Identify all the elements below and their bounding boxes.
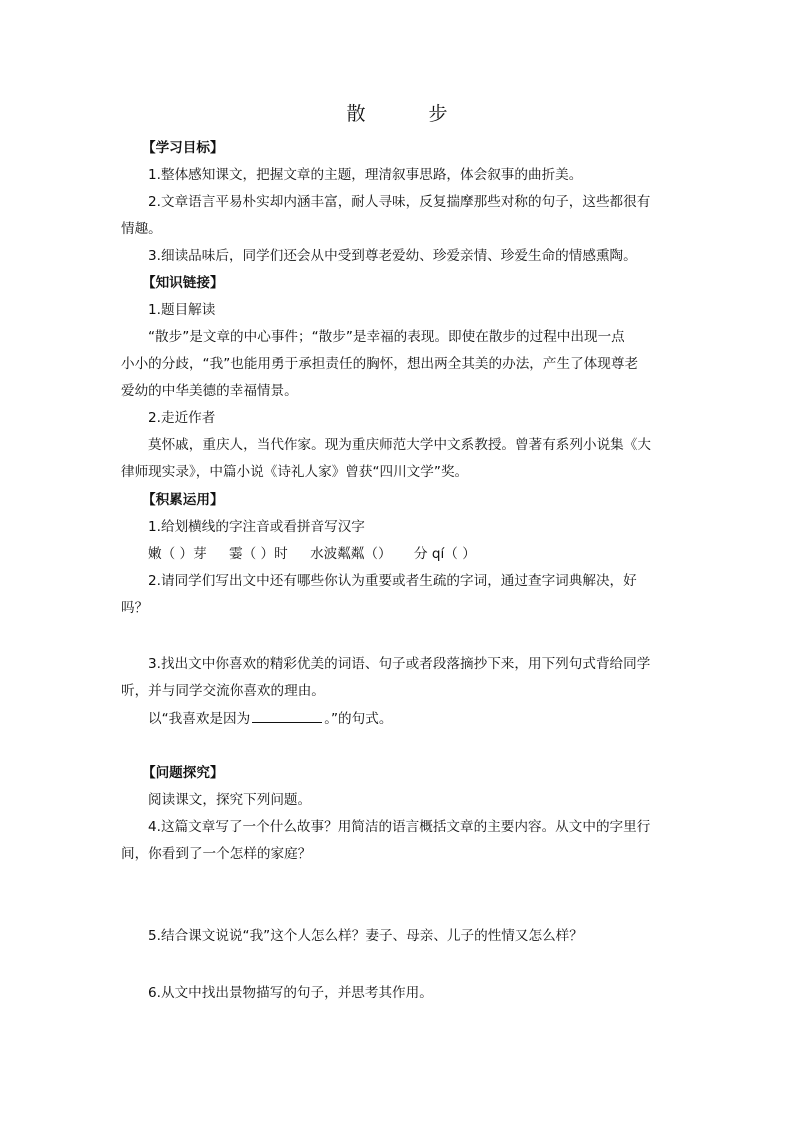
practice-q3-pattern [148, 709, 708, 728]
knowledge-sub-1: 1.题目解读 [148, 302, 216, 318]
practice-q2-line-2: 吗？ [121, 600, 149, 616]
q3-pattern-before: 以“我喜欢是因为 [148, 711, 251, 727]
knowledge-para-1-line-1: “散步”是文章的中心事件；“散步”是幸福的表现。即使在散步的过程中出现一点 [148, 329, 625, 345]
practice-q3-line-1: 3.找出文中你喜欢的精彩优美的词语、句子或者段落摘抄下来，用下列句式背给同学 [148, 656, 651, 672]
page-title: 散 步 [346, 103, 470, 125]
knowledge-para-2-line-1: 莫怀戚，重庆人，当代作家。现为重庆师范大学中文系教授。曾著有系列小说集《大 [148, 437, 651, 453]
practice-q2-line-1: 2.请同学们写出文中还有哪些你认为重要或者生疏的字词，通过查字词典解决，好 [148, 573, 637, 589]
q3-pattern-after: 。”的句式。 [324, 711, 393, 727]
section-heading-inquiry: 【问题探究】 [142, 765, 224, 781]
inquiry-intro: 阅读课文，探究下列问题。 [148, 792, 312, 808]
section-heading-practice: 【积累运用】 [142, 492, 224, 508]
q1-item-2: 霎（ ）时 [229, 546, 288, 562]
inquiry-q6: 6.从文中找出景物描写的句子，并思考其作用。 [148, 985, 433, 1001]
practice-q1: 1.给划横线的字注音或看拼音写汉字 [148, 519, 365, 535]
section-heading-objectives: 【学习目标】 [142, 140, 224, 156]
knowledge-para-2-line-2: 律师现实录》，中篇小说《诗礼人家》曾获“四川文学”奖。 [121, 464, 469, 480]
objective-item-3: 3.细读品味后，同学们还会从中受到尊老爱幼、珍爱亲情、珍爱生命的情感熏陶。 [148, 248, 637, 264]
section-heading-knowledge: 【知识链接】 [142, 275, 224, 291]
objective-item-2-cont: 情趣。 [121, 221, 162, 237]
objective-item-1: 1.整体感知课文，把握文章的主题，理清叙事思路，体会叙事的曲折美。 [148, 167, 583, 183]
q1-item-3: 水波粼粼（） [310, 546, 392, 562]
knowledge-para-1-line-2: 小小的分歧，“我”也能用勇于承担责任的胸怀，想出两全其美的办法，产生了体现尊老 [121, 356, 639, 372]
q3-answer-blank[interactable] [252, 709, 322, 723]
knowledge-sub-2: 2.走近作者 [148, 410, 216, 426]
q1-item-4: 分 qí（ ） [413, 546, 476, 562]
practice-q1-items [148, 545, 708, 563]
q1-item-1: 嫩（ ）芽 [148, 546, 207, 562]
practice-q3-line-2: 听，并与同学交流你喜欢的理由。 [121, 683, 325, 699]
inquiry-q4-line-2: 间，你看到了一个怎样的家庭？ [121, 846, 312, 862]
inquiry-q4-line-1: 4.这篇文章写了一个什么故事？用简洁的语言概括文章的主要内容。从文中的字里行 [148, 819, 651, 835]
knowledge-para-1-line-3: 爱幼的中华美德的幸福情景。 [121, 383, 298, 399]
objective-item-2: 2.文章语言平易朴实却内涵丰富，耐人寻味，反复揣摩那些对称的句子，这些都很有 [148, 194, 651, 210]
inquiry-q5: 5.结合课文说说“我”这个人怎么样？妻子、母亲、儿子的性情又怎么样？ [148, 928, 583, 944]
